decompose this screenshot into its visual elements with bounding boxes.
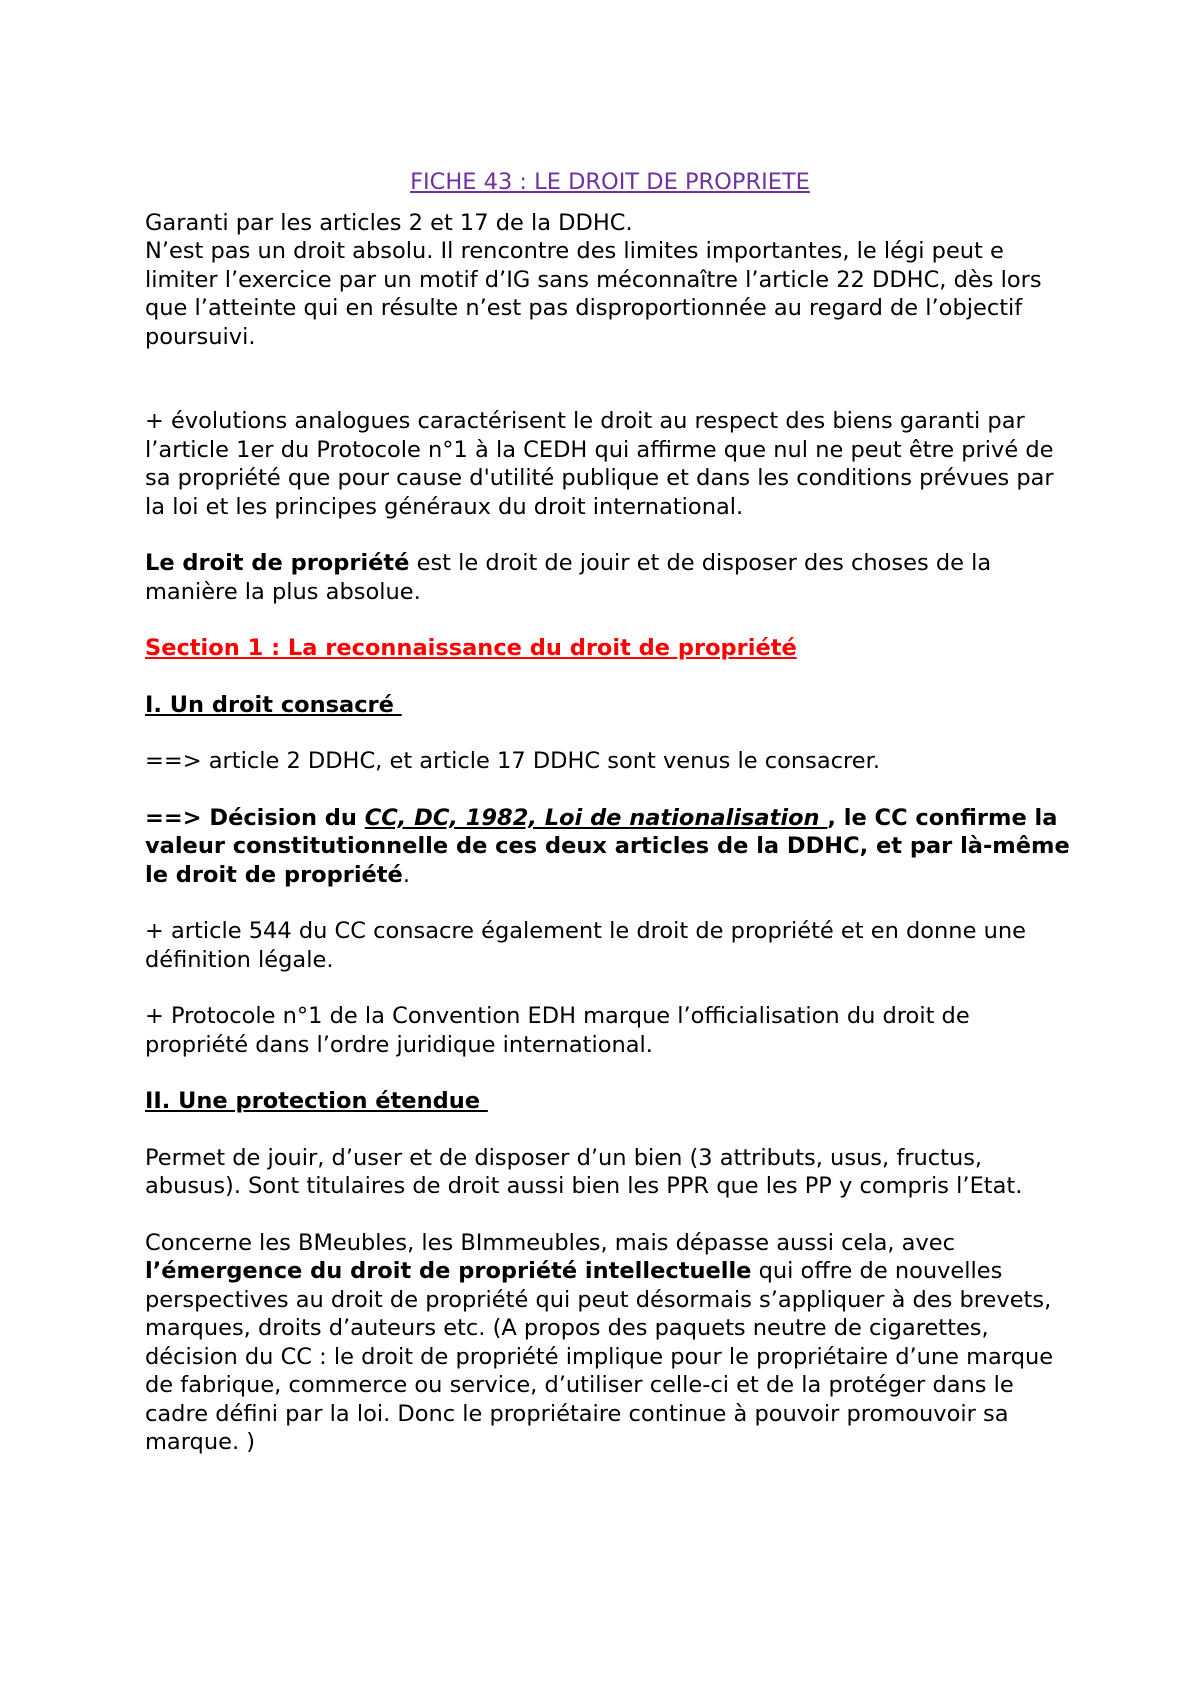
para2-rest: qui offre de nouvelles perspectives au droit de propriété qui peut désormais s’appliquer à des brevets, marques, droits d’auteurs etc. (A propos des paquets neutre de cigarettes, décision du CC : le droit de propriété implique pour le propriétaire d’une marque de fabrique, commerce ou service, d’utiliser celle-ci et de la protéger dans le cadre défini par la loi. Donc le propriétaire continue à pouvoir promouvoir sa marque. ) [145,1258,1054,1455]
part-1-item-2 [145,804,1075,890]
part-1-heading: I. Un droit consacré [145,691,402,718]
definition-text: est le droit de jouir et de disposer des choses de la manière la plus absolue. [145,550,992,605]
document-page [145,168,1075,1457]
part-1-item-3: + article 544 du CC consacre également le droit de propriété et en donne une définition légale. [145,918,1026,973]
part-1-item-1: ==> article 2 DDHC, et article 17 DDHC sont venus le consacrer. [145,748,880,774]
decision-end: . [402,861,410,888]
part-2-paragraph-2 [145,1229,1075,1457]
decision-text: , le CC confirme la valeur constitutionnelle de ces deux articles de la DDHC, et par là-même le droit de propriété [145,804,1070,888]
intro-line-1: Garanti par les articles 2 et 17 de la DDHC. [145,209,633,236]
intro-paragraph: N’est pas un droit absolu. Il rencontre des limites importantes, le légi peut e limiter l’exercice par un motif d’IG sans méconnaître l’article 22 DDHC, dès lors que l’atteinte qui en résulte n’est pas disproportionnée au regard de l’objectif poursuivi. [145,238,1042,350]
decision-reference: CC, DC, 1982, Loi de nationalisation [364,804,828,831]
decision-prefix: ==> Décision du [145,804,365,831]
definition-paragraph [145,549,1075,606]
document-title: FICHE 43 : LE DROIT DE PROPRIETE [410,169,810,195]
section-1-title: Section 1 : La reconnaissance du droit de propriété [145,635,797,661]
part-1-item-4: + Protocole n°1 de la Convention EDH marque l’officialisation du droit de propriété dans l’ordre juridique international. [145,1003,970,1058]
evolutions-paragraph: + évolutions analogues caractérisent le droit au respect des biens garanti par l’article 1er du Protocole n°1 à la CEDH qui affirme que nul ne peut être privé de sa propriété que pour cause d'utilité publique et dans les conditions prévues par la loi et les principes généraux du droit international. [145,408,1054,520]
part-2-heading: II. Une protection étendue [145,1088,488,1114]
para2-emphasis: l’émergence du droit de propriété intellectuelle [145,1258,752,1284]
part-2-paragraph-1: Permet de jouir, d’user et de disposer d’un bien (3 attributs, usus, fructus, abusus). Sont titulaires de droit aussi bien les PPR que les PP y compris l’Etat. [145,1144,1023,1199]
para2-start: Concerne les BMeubles, les BImmeubles, mais dépasse aussi cela, avec [145,1229,955,1256]
definition-term: Le droit de propriété [145,550,410,576]
